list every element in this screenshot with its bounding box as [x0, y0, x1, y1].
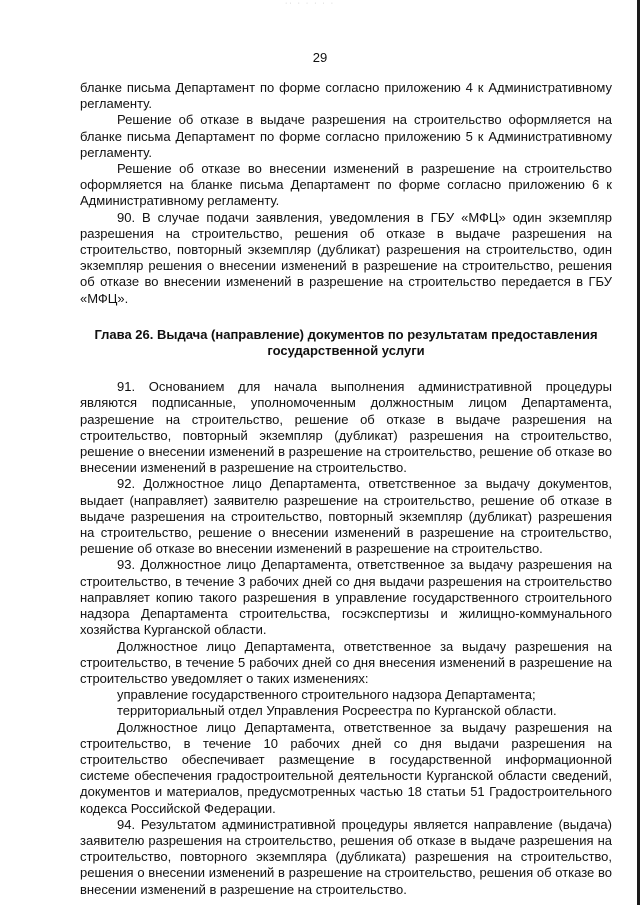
- chapter-heading: Глава 26. Выдача (направление) документов по результатам предоставления государственной услуги: [94, 326, 598, 359]
- paragraph-94: 94. Результатом административной процедуры является направление (выдача) заявителю разрешения на строительство, решения об отказе в выдаче разрешения на строительство, повторного экземпляра (дубликата) разрешения на строительство, решения о внесении изменений в разрешение на строительство, решения об отказе во внесении изменений в разрешение на строительство.: [80, 816, 612, 897]
- paragraph: Решение об отказе во внесении изменений в разрешение на строительство оформляется на бланке письма Департамент по форме согласно приложению 6 к Административному регламенту.: [80, 161, 612, 209]
- paragraph-91: 91. Основанием для начала выполнения административной процедуры являются подписанные, уполномоченным должностным лицом Департамента, разрешение на строительство, решение об отказе в выдаче разрешения на строительство, повторный экземпляр (дубликат) разрешения на строительство, решение о внесении изменений в разрешение на строительство, решение об отказе во внесении изменений в разрешение на строительство.: [80, 379, 612, 476]
- list-item: территориальный отдел Управления Росреестра по Курганской области.: [117, 703, 557, 719]
- paragraph: Должностное лицо Департамента, ответственное за выдачу разрешения на строительство, в течение 5 рабочих дней со дня внесения изменений в разрешение на строительство уведомляет о таких изменениях:: [80, 638, 612, 686]
- paragraph: Должностное лицо Департамента, ответственное за выдачу разрешения на строительство, в течение 10 рабочих дней со дня выдачи разрешения на строительство обеспечивает размещение в государственной информационной системе обеспечения градостроительной деятельности Курганской области сведений, документов и материалов, предусмотренных частью 18 статьи 51 Градостроительного кодекса Российской Федерации.: [80, 719, 612, 816]
- page-number: 29: [312, 50, 328, 65]
- document-body: [80, 80, 612, 898]
- list-item: управление государственного строительного надзора Департамента;: [117, 687, 536, 703]
- paragraph-90: 90. В случае подачи заявления, уведомления в ГБУ «МФЦ» один экземпляр разрешения на строительство, решения об отказе в выдаче разрешения на строительство, повторный экземпляр (дубликат) разрешения на строительство, один экземпляр решения о внесении изменений в разрешение на строительство, решения об отказе во внесении изменений в разрешение на строительство передается в ГБУ «МФЦ».: [80, 209, 612, 306]
- paragraph: Решение об отказе в выдаче разрешения на строительство оформляется на бланке письма Департамент по форме согласно приложению 5 к Административному регламенту.: [80, 112, 612, 160]
- scan-artifact: ·· · · · · ·: [285, 0, 336, 7]
- paragraph-93: 93. Должностное лицо Департамента, ответственное за выдачу разрешения на строительство, в течение 3 рабочих дней со дня выдачи разрешения на строительство направляет копию такого разрешения в управление государственного строительного надзора Департамента строительства, госэкспертизы и жилищно-коммунального хозяйства Курганской области.: [80, 557, 612, 638]
- paragraph-92: 92. Должностное лицо Департамента, ответственное за выдачу документов, выдает (направляет) заявителю разрешение на строительство, решение об отказе в выдаче разрешения на строительство, повторный экземпляр (дубликат) разрешения на строительство, решение о внесении изменений в разрешение на строительство, решение об отказе во внесении изменений в разрешение на строительство.: [80, 476, 612, 557]
- paragraph-continuation: бланке письма Департамент по форме согласно приложению 4 к Административному регламенту.: [80, 80, 612, 112]
